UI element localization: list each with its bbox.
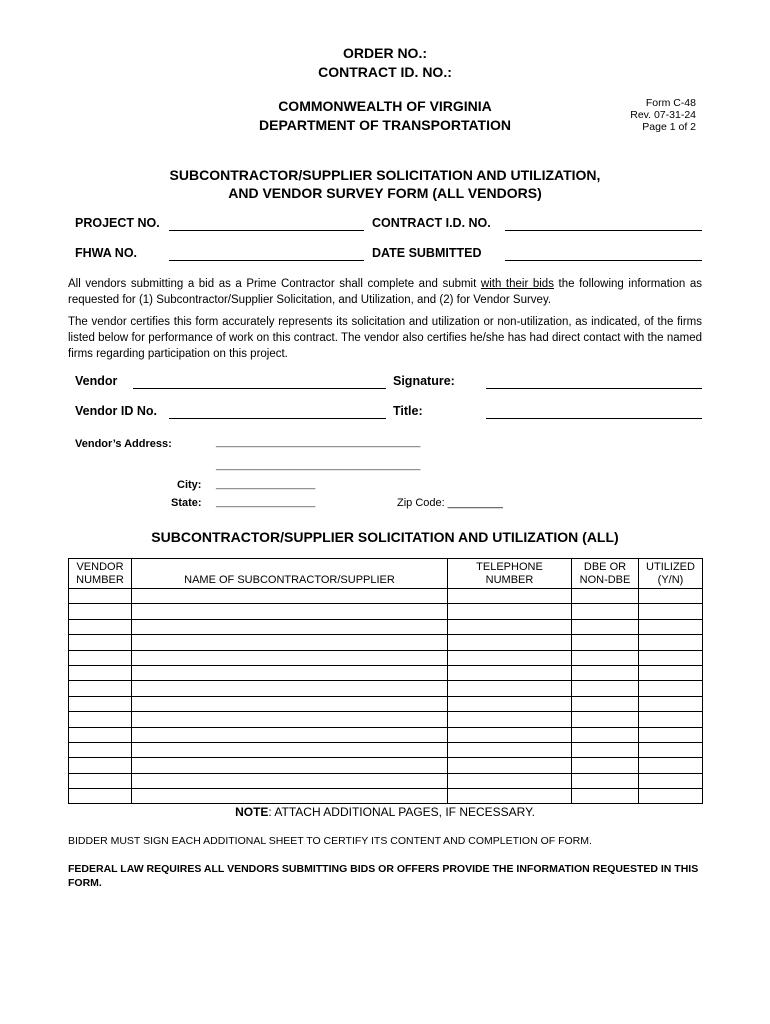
utilized-cell[interactable]: [639, 789, 703, 804]
table-row: [69, 604, 703, 619]
form-number: Form C-48: [645, 97, 696, 109]
agency-name: COMMONWEALTH OF VIRGINIA: [278, 98, 492, 114]
city-field[interactable]: _________________: [216, 478, 316, 490]
contract-id-no-label: CONTRACT ID. NO.:: [318, 64, 452, 80]
utilized-cell[interactable]: [639, 619, 703, 634]
telephone-cell[interactable]: [448, 758, 572, 773]
telephone-cell[interactable]: [448, 665, 572, 680]
dbe-cell[interactable]: [572, 665, 639, 680]
telephone-cell[interactable]: [448, 635, 572, 650]
instructions-paragraph-1: [68, 276, 702, 308]
vendor-number-cell[interactable]: [69, 727, 132, 742]
table-row: [69, 635, 703, 650]
date-submitted-label: DATE SUBMITTED: [372, 246, 482, 260]
utilized-cell[interactable]: [639, 604, 703, 619]
vendor-number-cell[interactable]: [69, 635, 132, 650]
telephone-cell[interactable]: [448, 696, 572, 711]
table-row: [69, 773, 703, 788]
vendor-id-field[interactable]: [169, 418, 386, 419]
vendor-address-field-2[interactable]: ___________________________________: [216, 459, 421, 471]
form-revision: Rev. 07-31-24: [630, 109, 696, 121]
table-row: [69, 789, 703, 804]
name-cell[interactable]: [132, 681, 448, 696]
instructions-underlined-text: with their bids: [480, 278, 554, 290]
contract-id-label: CONTRACT I.D. NO.: [372, 216, 491, 230]
dbe-cell[interactable]: [572, 712, 639, 727]
form-title-line2: AND VENDOR SURVEY FORM (ALL VENDORS): [228, 185, 542, 201]
telephone-cell[interactable]: [448, 727, 572, 742]
fhwa-no-label: FHWA NO.: [75, 246, 138, 260]
order-no-label: ORDER NO.:: [343, 45, 427, 61]
contract-id-field[interactable]: [505, 230, 702, 231]
table-row: [69, 589, 703, 604]
city-label: City:: [177, 479, 202, 491]
vendor-address-label: Vendor’s Address:: [75, 438, 172, 450]
column-header-telephone: TELEPHONE NUMBER: [448, 559, 572, 589]
date-submitted-field[interactable]: [505, 260, 702, 261]
federal-law-notice: FEDERAL LAW REQUIRES ALL VENDORS SUBMITTING BIDS OR OFFERS PROVIDE THE INFORMATION REQUESTED IN THIS FORM.: [68, 863, 699, 889]
telephone-cell[interactable]: [448, 619, 572, 634]
name-cell[interactable]: [132, 665, 448, 680]
table-row: [69, 681, 703, 696]
name-cell[interactable]: [132, 712, 448, 727]
vendor-number-cell[interactable]: [69, 712, 132, 727]
certification-paragraph: The vendor certifies this form accurately represents its solicitation and utilization or non-utilization, as indicated, of the firms listed below for performance of work on this contract. The vendor also certifies he/she has had direct contact with the named firms regarding participation on this project.: [68, 316, 702, 360]
name-cell[interactable]: [132, 742, 448, 757]
title-field[interactable]: [486, 418, 702, 419]
dbe-cell[interactable]: [572, 681, 639, 696]
table-row: [69, 727, 703, 742]
form-title-line1: SUBCONTRACTOR/SUPPLIER SOLICITATION AND UTILIZATION,: [169, 167, 601, 183]
table-row: [69, 696, 703, 711]
column-header-dbe: DBE OR NON-DBE: [572, 559, 639, 589]
project-no-field[interactable]: [169, 230, 364, 231]
name-cell[interactable]: [132, 727, 448, 742]
utilized-cell[interactable]: [639, 589, 703, 604]
instructions-text: All vendors submitting a bid as a Prime Contractor shall complete and submit: [68, 278, 481, 290]
name-cell[interactable]: [132, 789, 448, 804]
vendor-number-cell[interactable]: [69, 773, 132, 788]
table-header-row: [69, 559, 703, 589]
vendor-number-cell[interactable]: [69, 681, 132, 696]
vendor-number-cell[interactable]: [69, 665, 132, 680]
department-name: DEPARTMENT OF TRANSPORTATION: [259, 117, 511, 133]
table-row: [69, 650, 703, 665]
dbe-cell[interactable]: [572, 650, 639, 665]
vendor-number-cell[interactable]: [69, 742, 132, 757]
utilized-cell[interactable]: [639, 665, 703, 680]
note-text: : ATTACH ADDITIONAL PAGES, IF NECESSARY.: [268, 805, 535, 819]
vendor-number-cell[interactable]: [69, 650, 132, 665]
column-header-utilized: UTILIZED (Y/N): [639, 559, 703, 589]
name-cell[interactable]: [132, 589, 448, 604]
note-label: NOTE: [235, 805, 269, 819]
table-row: [69, 712, 703, 727]
name-cell[interactable]: [132, 696, 448, 711]
name-cell[interactable]: [132, 619, 448, 634]
form-id-block: [630, 97, 696, 133]
dbe-cell[interactable]: [572, 727, 639, 742]
vendor-address-field-1[interactable]: ___________________________________: [216, 436, 421, 448]
utilized-cell[interactable]: [639, 773, 703, 788]
column-header-name: NAME OF SUBCONTRACTOR/SUPPLIER: [132, 559, 448, 589]
name-cell[interactable]: [132, 773, 448, 788]
utilized-cell[interactable]: [639, 758, 703, 773]
dbe-cell[interactable]: [572, 789, 639, 804]
vendor-number-cell[interactable]: [69, 619, 132, 634]
telephone-cell[interactable]: [448, 604, 572, 619]
title-label: Title:: [393, 404, 423, 418]
column-header-vendor-number: VENDOR NUMBER: [69, 559, 132, 589]
table-row: [69, 758, 703, 773]
utilized-cell[interactable]: [639, 681, 703, 696]
utilized-cell[interactable]: [639, 696, 703, 711]
solicitation-table: [68, 558, 703, 804]
vendor-field[interactable]: [133, 388, 386, 389]
note-line: [0, 805, 770, 819]
dbe-cell[interactable]: [572, 589, 639, 604]
dbe-cell[interactable]: [572, 773, 639, 788]
project-no-label: PROJECT NO.: [75, 216, 160, 230]
name-cell[interactable]: [132, 635, 448, 650]
table-row: [69, 619, 703, 634]
table-row: [69, 665, 703, 680]
zip-code-field[interactable]: Zip Code: _________: [397, 497, 503, 509]
dbe-cell[interactable]: [572, 604, 639, 619]
name-cell[interactable]: [132, 758, 448, 773]
vendor-number-cell[interactable]: [69, 696, 132, 711]
page-number: Page 1 of 2: [642, 121, 696, 133]
telephone-cell[interactable]: [448, 712, 572, 727]
bidder-sign-notice: BIDDER MUST SIGN EACH ADDITIONAL SHEET TO CERTIFY ITS CONTENT AND COMPLETION OF FORM.: [68, 835, 592, 847]
state-field[interactable]: _________________: [216, 496, 316, 508]
signature-field[interactable]: [486, 388, 702, 389]
utilized-cell[interactable]: [639, 727, 703, 742]
telephone-cell[interactable]: [448, 742, 572, 757]
utilized-cell[interactable]: [639, 712, 703, 727]
name-cell[interactable]: [132, 650, 448, 665]
telephone-cell[interactable]: [448, 773, 572, 788]
vendor-number-cell[interactable]: [69, 589, 132, 604]
state-label: State:: [171, 497, 202, 509]
signature-label: Signature:: [393, 374, 455, 388]
telephone-cell[interactable]: [448, 650, 572, 665]
vendor-number-cell[interactable]: [69, 604, 132, 619]
table-row: [69, 742, 703, 757]
dbe-cell[interactable]: [572, 635, 639, 650]
dbe-cell[interactable]: [572, 742, 639, 757]
vendor-number-cell[interactable]: [69, 758, 132, 773]
telephone-cell[interactable]: [448, 681, 572, 696]
dbe-cell[interactable]: [572, 696, 639, 711]
utilized-cell[interactable]: [639, 650, 703, 665]
name-cell[interactable]: [132, 604, 448, 619]
dbe-cell[interactable]: [572, 758, 639, 773]
utilized-cell[interactable]: [639, 742, 703, 757]
telephone-cell[interactable]: [448, 589, 572, 604]
vendor-label: Vendor: [75, 374, 118, 388]
section-heading: SUBCONTRACTOR/SUPPLIER SOLICITATION AND UTILIZATION (ALL): [151, 529, 619, 545]
utilized-cell[interactable]: [639, 635, 703, 650]
telephone-cell[interactable]: [448, 789, 572, 804]
vendor-id-label: Vendor ID No.: [75, 404, 157, 418]
instructions-text-end: the following information as requested for (1) Subcontractor/Supplier Solicitation, and Utilization, and (2) for Vendor Survey.: [68, 278, 702, 306]
vendor-number-cell[interactable]: [69, 789, 132, 804]
table-body: [69, 589, 703, 804]
fhwa-no-field[interactable]: [169, 260, 364, 261]
dbe-cell[interactable]: [572, 619, 639, 634]
